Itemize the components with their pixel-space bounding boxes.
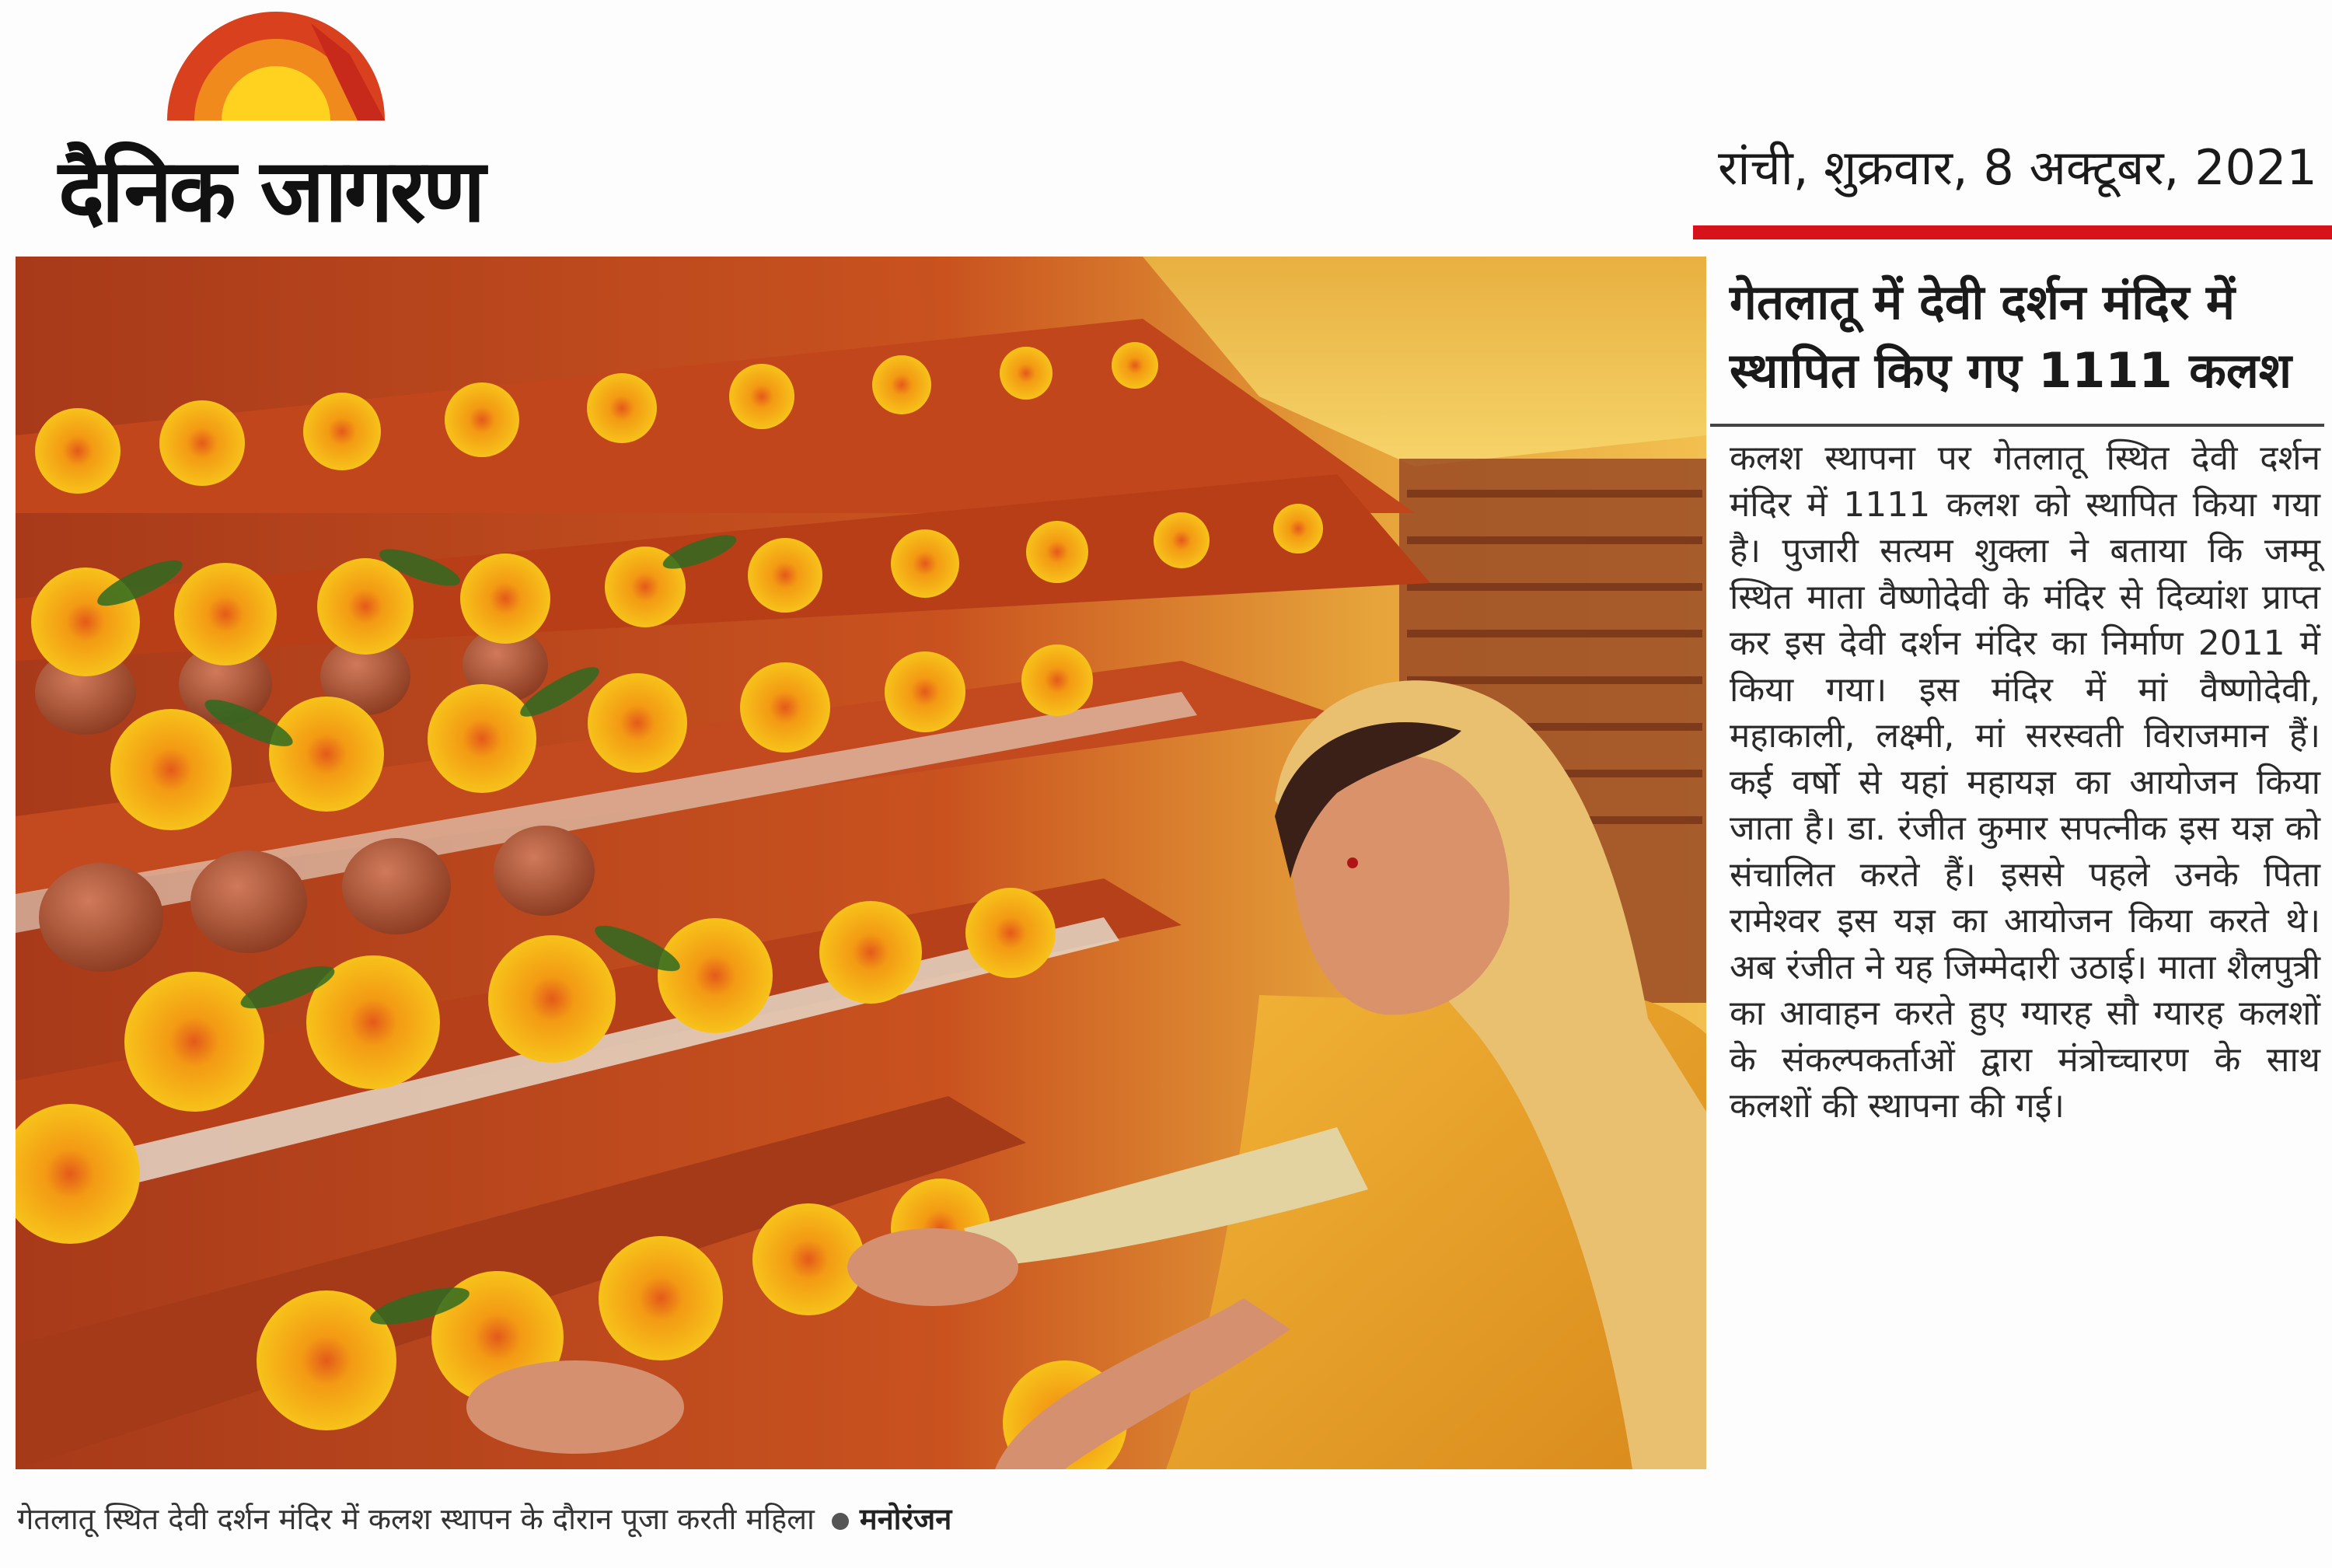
newspaper-logo-name: दैनिक जागरण [58,141,483,242]
photo-caption [17,1502,1688,1538]
article-body: कलश स्थापना पर गेतलातू स्थित देवी दर्शन मंदिर में 1111 कलश को स्थापित किया गया है। पुजारी सत्यम शुक्ला ने बताया कि जम्मू स्थित माता वैष्णोदेवी के मंदिर से दिव्यांश प्राप्त कर इस देवी दर्शन मंदिर का निर्माण 2011 में किया गया। इस मंदिर में मां वैष्णोदेवी, महाकाली, लक्ष्मी, मां सरस्वती विराजमान हैं। कई वर्षो से यहां महायज्ञ का आयोजन किया जाता है। डा. रंजीत कुमार सपत्नीक इस यज्ञ को संचालित करते हैं। इससे पहले उनके पिता रामेश्वर इस यज्ञ का आयोजन किया करते थे। अब रंजीत ने यह जिम्मेदारी उठाई। माता शैलपुत्री का आवाहन करते हुए ग्यारह सौ ग्यारह कलशों के संकल्पकर्ताओं द्वारा मंत्रोच्चारण के साथ कलशों की स्थापना की गई। [1730,438,2320,1126]
news-photo [16,257,1706,1469]
newspaper-logo-sun [159,0,393,120]
photo-caption-text: गेतलातू स्थित देवी दर्शन मंदिर में कलश स्थापन के दौरान पूजा करती महिला [17,1502,815,1536]
dateline: रांची, शुक्रवार, 8 अक्टूबर, 2021 [1718,139,2317,196]
bullet-icon [832,1513,849,1530]
headline-divider [1710,424,2324,427]
accent-rule [1693,225,2332,239]
photo-credit: मनोरंजन [859,1502,952,1536]
article-headline: गेतलातू में देवी दर्शन मंदिर में स्थापित किए गए 1111 कलश [1730,274,2292,399]
